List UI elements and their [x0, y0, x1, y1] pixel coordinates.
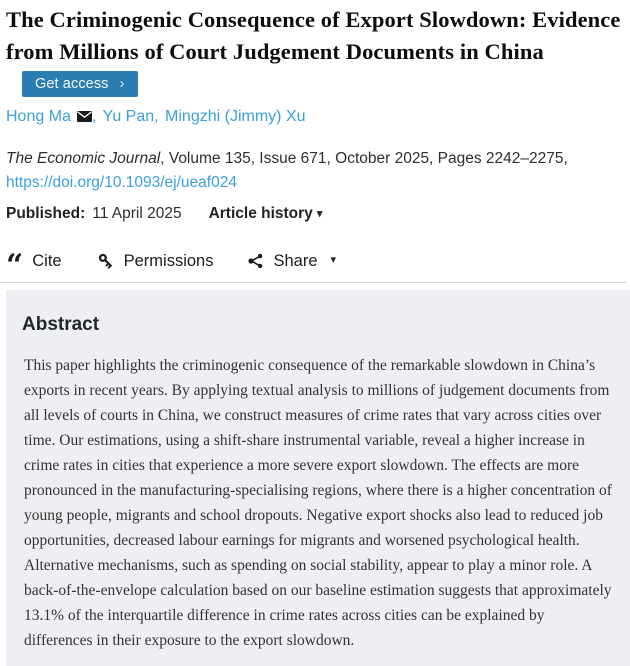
author-separator: , [91, 108, 97, 125]
published-label: Published: [6, 205, 86, 222]
share-button[interactable] [248, 251, 336, 271]
chevron-down-icon: ▾ [330, 254, 337, 266]
chevron-down-icon: ▾ [316, 208, 323, 220]
page-title [6, 4, 622, 100]
author-link-mingzhi-xu[interactable]: Mingzhi (Jimmy) Xu [165, 108, 306, 125]
cite-quote-icon: “ [6, 248, 24, 283]
abstract-heading: Abstract [22, 314, 100, 335]
chevron-right-icon: › [119, 74, 125, 92]
abstract-text: This paper highlights the criminogenic consequence of the remarkable slowdown in China’s exports in recent years. By applying textual analysis to millions of judgement documents from all levels of courts in China, we construct measures of crime rates that vary across cities over time. Our estimations, using a shift-share instrumental variable, reveal a higher increase in crime rates in cities that experience a more severe export slowdown. The effects are more pronounced in the manufacturing-specialising regions, where there is a higher concentration of young people, migrants and school dropouts. Negative export shocks also lead to reduced job opportunities, decreased labour earnings for migrants and worsened psychological health. Alternative mechanisms, such as spending on social stability, appear to play a minor role. A back-of-the-envelope calculation based on our baseline estimation suggests that approximately 13.1% of the interquartile difference in crime rates across cities can be explained by differences in their exposure to the export slowdown. [24, 357, 612, 649]
share-icon [248, 253, 264, 269]
author-list [6, 107, 622, 128]
share-label: Share [273, 252, 318, 270]
doi-link[interactable]: https://doi.org/10.1093/ej/ueaf024 [6, 173, 237, 191]
published-line [6, 203, 622, 226]
author-separator: , [154, 108, 159, 125]
published-date: 11 April 2025 [92, 205, 182, 222]
article-history-label: Article history [208, 205, 313, 222]
permissions-button[interactable] [97, 251, 214, 271]
section-divider [0, 282, 626, 283]
citation-details: , Volume 135, Issue 671, October 2025, Pages 2242–2275, [160, 150, 568, 167]
article-history-toggle[interactable] [209, 205, 323, 222]
article-title-text: The Criminogenic Consequence of Export Slowdown: Evidence from Millions of Court Judgement Documents in China [6, 7, 621, 64]
permissions-label: Permissions [123, 252, 214, 270]
journal-name: The Economic Journal [6, 150, 161, 167]
author-link-hong-ma[interactable]: Hong Ma [6, 108, 71, 125]
get-access-button[interactable] [22, 71, 138, 98]
abstract-section [6, 290, 630, 666]
article-toolbar [6, 248, 622, 283]
cite-button[interactable] [6, 248, 62, 283]
key-icon [97, 252, 115, 270]
article-header [0, 0, 630, 283]
get-access-label: Get access [35, 75, 109, 92]
author-link-yu-pan[interactable]: Yu Pan [102, 108, 155, 125]
cite-label: Cite [32, 252, 62, 270]
email-icon[interactable] [77, 109, 92, 126]
citation-line [6, 147, 622, 194]
